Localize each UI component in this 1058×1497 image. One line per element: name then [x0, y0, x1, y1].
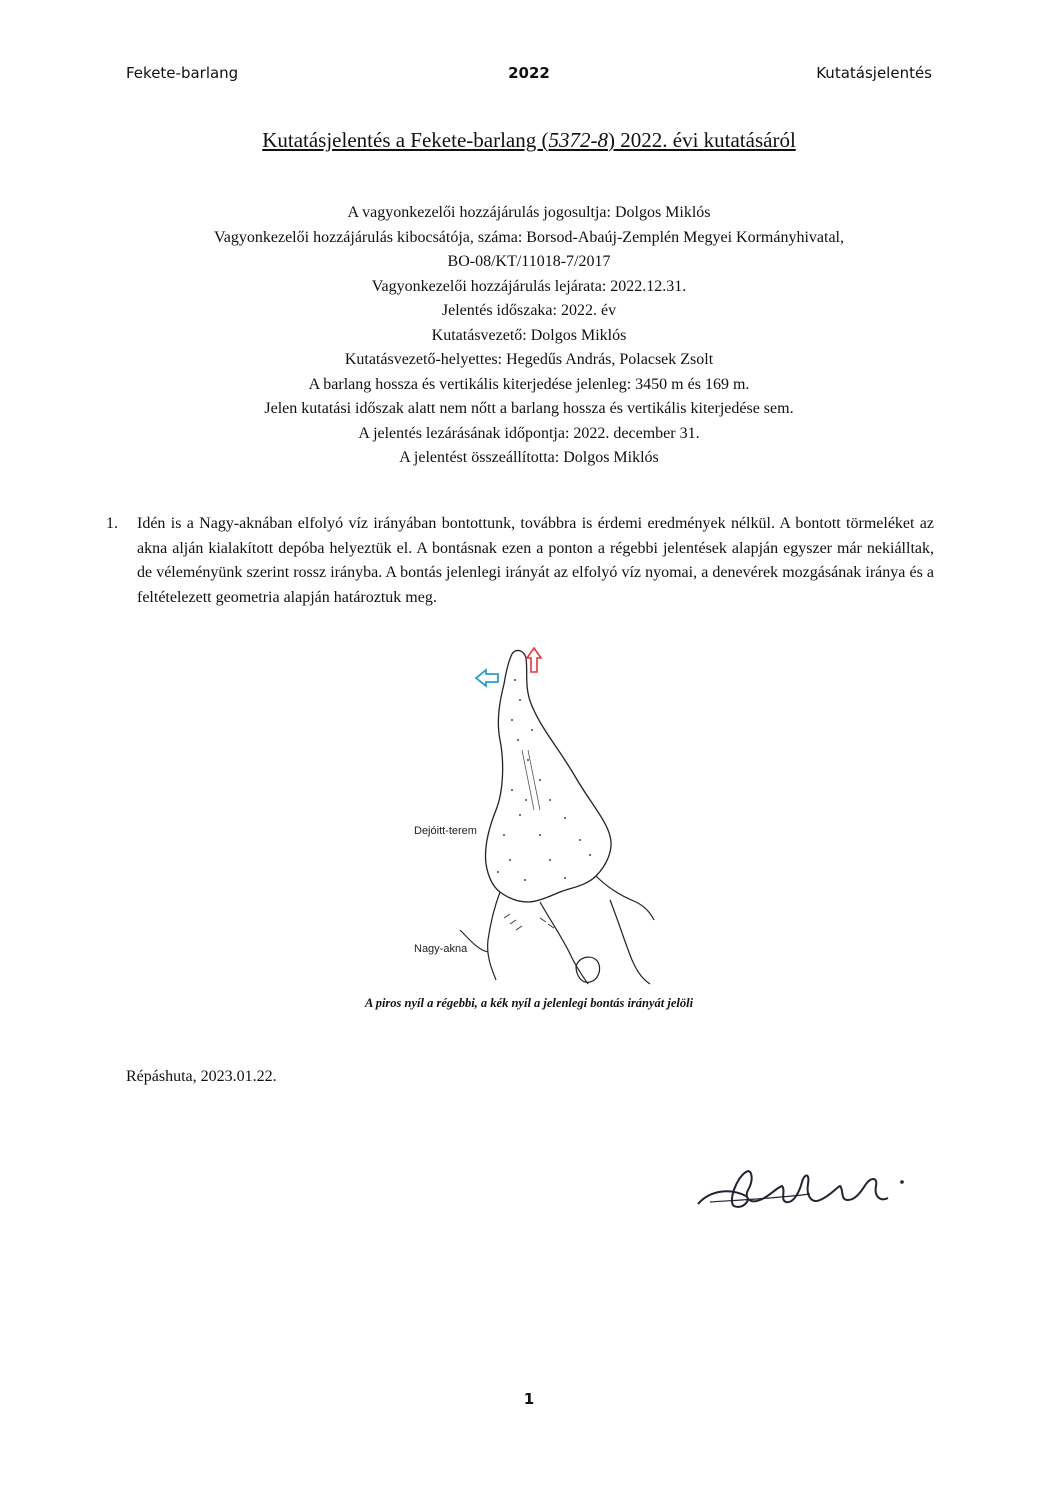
meta-permit-holder: A vagyonkezelői hozzájárulás jogosultja: Dolgos Miklós — [347, 204, 711, 221]
lower-passage-right — [596, 876, 654, 920]
lower-passage-left — [488, 892, 500, 980]
figure-caption: A piros nyíl a régebbi, a kék nyíl a jelenlegi bontás irányát jelöli — [364, 996, 694, 1010]
meta-cave-length: A barlang hossza és vertikális kiterjedése jelenleg: 3450 m és 169 m. — [308, 375, 750, 393]
label-nagy-akna: Nagy-akna — [414, 943, 468, 955]
hatching — [504, 914, 554, 930]
lower-passage-right2 — [610, 900, 650, 984]
label-dejoitt-terem: Dejóitt-terem — [414, 825, 477, 837]
report-metadata — [0, 201, 1058, 471]
meta-research-lead: Kutatásvezető: Dolgos Miklós — [431, 326, 627, 344]
meta-compiled-by: A jelentést összeállította: Dolgos Miklós — [399, 449, 659, 466]
signature-drawing — [690, 1160, 920, 1220]
cave-map-figure — [400, 640, 656, 985]
cave-outline — [485, 651, 611, 902]
list-item — [100, 512, 934, 610]
place-and-date: Répáshuta, 2023.01.22. — [126, 1068, 277, 1085]
cave-inner-feature — [522, 750, 540, 810]
meta-closing-date: A jelentés lezárásának időpontja: 2022. december 31. — [358, 424, 700, 442]
meta-deputy-leads: Kutatásvezető-helyettes: Hegedűs András, Polacsek Zsolt — [344, 351, 714, 368]
meta-no-change: Jelen kutatási időszak alatt nem nőtt a barlang hossza és vertikális kiterjedése sem. — [264, 400, 794, 417]
lower-passage-mid — [540, 902, 588, 984]
cave-map-sketch — [400, 640, 656, 985]
header-year: 2022 — [508, 64, 550, 82]
meta-report-period: Jelentés időszaka: 2022. év — [441, 302, 617, 319]
header-right: Kutatásjelentés — [816, 64, 932, 82]
title-part-2: ) 2022. évi kutatásáról — [608, 128, 796, 152]
title-part-1: Kutatásjelentés a Fekete-barlang ( — [262, 128, 549, 152]
title-cave-code: 5372-8 — [548, 128, 608, 152]
signature — [690, 1160, 920, 1220]
blue-arrow-icon — [476, 670, 498, 686]
shaft-outline — [576, 957, 600, 982]
document-title — [0, 128, 1058, 153]
header-left: Fekete-barlang — [126, 64, 239, 82]
meta-permit-issuer: Vagyonkezelői hozzájárulás kibocsátója, száma: Borsod-Abaúj-Zemplén Megyei Kormányhivatal, — [213, 228, 844, 246]
red-arrow-icon — [527, 648, 541, 672]
page-number: 1 — [523, 1390, 535, 1408]
list-item-number: 1. — [106, 515, 118, 532]
meta-permit-expiry: Vagyonkezelői hozzájárulás lejárata: 2022.12.31. — [371, 277, 687, 295]
list-item-text: Idén is a Nagy-aknában elfolyó víz irányában bontottunk, továbbra is érdemi eredmények nélkül. A bontott törmeléket az akna alján kialakított depóba helyeztük el. A bontásnak ezen a ponton a régebbi jelentések alapján egyszer már nekiálltak, de véleményünk szerint rossz irányba. A bontás jelenlegi irányát az elfolyó víz nyomai, a denevérek mozgásának iránya és a feltételezett geometria alapján határoztuk meg. — [137, 515, 934, 606]
meta-permit-number: BO-08/KT/11018-7/2017 — [447, 253, 611, 270]
